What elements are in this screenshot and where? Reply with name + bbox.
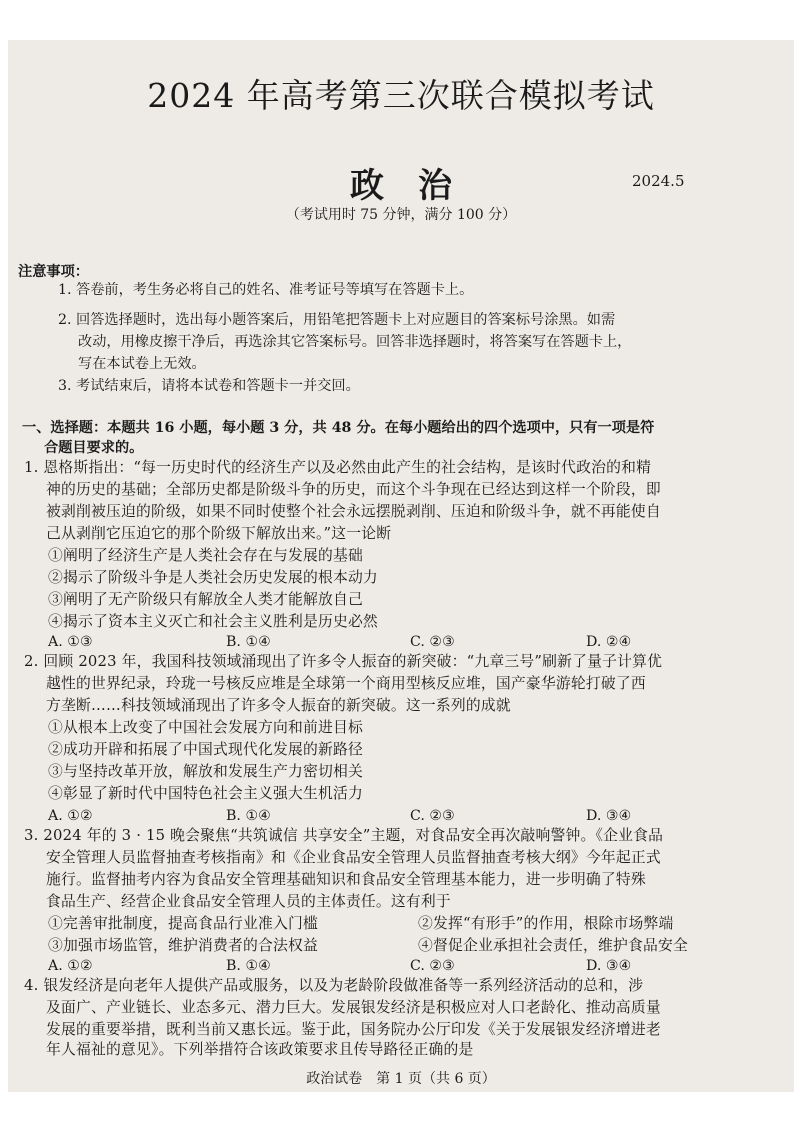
q3-option-b: B. ①④ [226,958,271,974]
exam-info: （考试用时 75 分钟，满分 100 分） [285,207,517,223]
exam-title: 2024 年高考第三次联合模拟考试 [147,76,655,115]
q1-stem-line: 1. 恩格斯指出：“每一历史时代的经济生产以及必然由此产生的社会结构，是该时代政治的和精 [24,459,652,476]
q1-statement: ①阐明了经济生产是人类社会存在与发展的基础 [48,547,363,564]
q2-option-d: D. ③④ [586,808,632,824]
q2-stem-line: 越性的世界纪录，玲珑一号核反应堆是全球第一个商用型核反应堆，国产豪华游轮打破了西 [46,675,646,692]
page-footer: 政治试卷 第 1 页（共 6 页） [306,1071,496,1087]
q4-stem-line: 年人福祉的意见》。下列举措符合该政策要求且传导路径正确的是 [46,1041,474,1058]
q3-option-c: C. ②③ [410,958,455,974]
q2-stem-line: 2. 回顾 2023 年，我国科技领域涌现出了许多令人振奋的新突破：“九章三号”刷新了量子计算优 [24,653,663,670]
q1-option-d: D. ②④ [586,634,632,650]
q1-option-b: B. ①④ [226,634,271,650]
q3-option-d: D. ③④ [586,958,632,974]
q3-statement: ③加强市场监管，维护消费者的合法权益 [48,937,318,954]
q3-statement: ②发挥“有形手”的作用，根除市场弊端 [418,915,674,932]
q3-stem-line: 3. 2024 年的 3 · 15 晚会聚焦“共筑诚信 共享安全”主题，对食品安全再次敲响警钟。《企业食品 [24,827,664,844]
notes-heading: 注意事项： [18,264,89,280]
q1-statement: ④揭示了资本主义灭亡和社会主义胜利是历史必然 [48,613,378,630]
note-item: 3. 考试结束后，请将本试卷和答题卡一并交回。 [58,378,360,394]
q3-stem-line: 食品生产、经营企业食品安全管理人员的主体责任。这有利于 [46,893,451,910]
q2-statement: ①从根本上改变了中国社会发展方向和前进目标 [48,719,363,736]
q2-option-a: A. ①② [48,808,93,824]
q3-option-a: A. ①② [48,958,93,974]
subject-title: 政治 [350,166,486,206]
q2-statement: ④彰显了新时代中国特色社会主义强大生机活力 [48,785,363,802]
q1-statement: ③阐明了无产阶级只有解放全人类才能解放自己 [48,591,363,608]
exam-page [8,40,794,1092]
section-heading: 一、选择题：本题共 16 小题，每小题 3 分，共 48 分。在每小题给出的四个选项中，只有一项是符 [22,420,655,436]
q1-statement: ②揭示了阶级斗争是人类社会历史发展的根本动力 [48,569,378,586]
q2-option-b: B. ①④ [226,808,271,824]
exam-date: 2024.5 [632,172,685,190]
q1-stem-line: 被剥削被压迫的阶级，如果不同时使整个社会永远摆脱剥削、压迫和阶级斗争，就不再能使自 [46,503,661,520]
q2-option-c: C. ②③ [410,808,455,824]
q3-statement: ④督促企业承担社会责任，维护食品安全 [418,937,688,954]
q2-statement: ③与坚持改革开放，解放和发展生产力密切相关 [48,763,363,780]
q3-statement: ①完善审批制度，提高食品行业准入门槛 [48,915,318,932]
q4-stem-line: 发展的重要举措，既利当前又惠长远。鉴于此，国务院办公厅印发《关于发展银发经济增进老 [46,1021,661,1038]
q3-stem-line: 施行。监督抽考内容为食品安全管理基础知识和食品安全管理基本能力，进一步明确了特殊 [46,871,646,888]
q3-stem-line: 安全管理人员监督抽查考核指南》和《企业食品安全管理人员监督抽查考核大纲》今年起正式 [46,849,661,866]
q4-stem-line: 4. 银发经济是向老年人提供产品或服务，以及为老龄阶段做准备等一系列经济活动的总和，涉 [24,977,644,994]
q4-stem-line: 及面广、产业链长、业态多元、潜力巨大。发展银发经济是积极应对人口老龄化、推动高质量 [46,999,661,1016]
note-item: 改动，用橡皮擦干净后，再选涂其它答案标号。回答非选择题时，将答案写在答题卡上， [78,334,632,350]
q2-stem-line: 方垄断……科技领域涌现出了许多令人振奋的新突破。这一系列的成就 [46,697,511,714]
note-item: 写在本试卷上无效。 [78,356,206,372]
q1-stem-line: 神的历史的基础；全部历史都是阶级斗争的历史，而这个斗争现在已经达到这样一个阶段，即 [46,481,661,498]
note-item: 1. 答卷前，考生务必将自己的姓名、准考证号等填写在答题卡上。 [58,282,474,298]
q2-statement: ②成功开辟和拓展了中国式现代化发展的新路径 [48,741,363,758]
note-item: 2. 回答选择题时，选出每小题答案后，用铅笔把答题卡上对应题目的答案标号涂黑。如需 [58,312,616,328]
q1-option-c: C. ②③ [410,634,455,650]
q1-option-a: A. ①③ [48,634,93,650]
section-heading-cont: 合题目要求的。 [44,440,144,456]
q1-stem-line: 己从剥削它压迫它的那个阶级下解放出来。”这一论断 [46,525,392,542]
